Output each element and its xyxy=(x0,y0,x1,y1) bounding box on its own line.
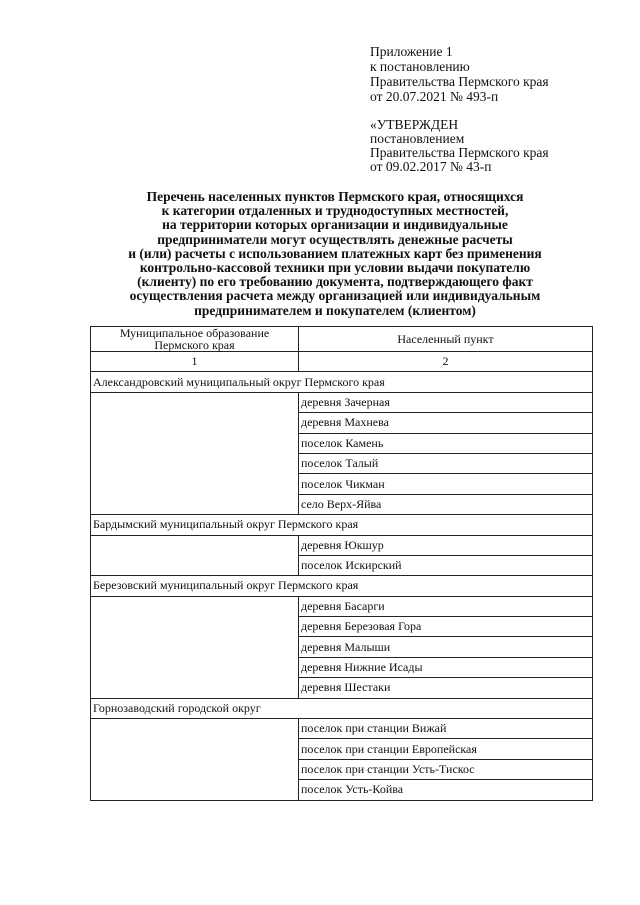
empty-municipality-cell xyxy=(91,719,299,801)
empty-municipality-cell xyxy=(91,535,299,576)
appendix-line: Приложение 1 xyxy=(370,44,453,59)
title-line: предпринимателем и покупателем (клиентом) xyxy=(194,302,476,318)
settlement-name: деревня Зачерная xyxy=(299,392,593,412)
approval-line: постановлением xyxy=(370,131,465,146)
region-name: Бардымский муниципальный округ Пермского края xyxy=(91,515,593,535)
title-line: контрольно-кассовой техники при условии выдачи покупателю xyxy=(139,260,531,276)
appendix-line: от 20.07.2021 № 493-п xyxy=(370,89,499,104)
empty-municipality-cell xyxy=(91,596,299,698)
table-row xyxy=(91,392,593,412)
settlement-name: поселок при станции Вижай xyxy=(299,719,593,739)
region-row xyxy=(91,576,593,596)
column-number-row xyxy=(91,352,593,372)
approval-line: «УТВЕРЖДЕН xyxy=(370,117,459,132)
region-name: Березовский муниципальный округ Пермского края xyxy=(91,576,593,596)
settlement-name: деревня Шестаки xyxy=(299,678,593,698)
settlement-name: поселок Талый xyxy=(299,453,593,473)
title-line: Перечень населенных пунктов Пермского края, относящихся xyxy=(146,189,524,204)
table-header-row xyxy=(91,327,593,352)
settlement-name: поселок Чикман xyxy=(299,474,593,494)
settlement-name: поселок при станции Усть-Тискос xyxy=(299,759,593,779)
document-title xyxy=(70,190,600,318)
title-line: предприниматели могут осуществлять денежные расчеты xyxy=(157,231,513,247)
table-row xyxy=(91,535,593,555)
settlements-table xyxy=(90,326,593,801)
header-settlement: Населенный пункт xyxy=(299,327,593,352)
settlement-name: деревня Юкшур xyxy=(299,535,593,555)
region-row xyxy=(91,372,593,392)
settlement-name: деревня Малыши xyxy=(299,637,593,657)
column-number-2: 2 xyxy=(299,352,593,372)
title-line: осуществления расчета между организацией или индивидуальным xyxy=(129,288,541,304)
settlement-name: деревня Махнева xyxy=(299,413,593,433)
settlement-name: поселок Усть-Койва xyxy=(299,780,593,800)
settlement-name: поселок Камень xyxy=(299,433,593,453)
appendix-block xyxy=(370,44,549,104)
approval-line: от 09.02.2017 № 43-п xyxy=(370,159,492,174)
appendix-line: Правительства Пермского края xyxy=(370,74,549,89)
title-line: на территории которых организации и индивидуальные xyxy=(162,217,508,233)
settlement-name: деревня Нижние Исады xyxy=(299,657,593,677)
approval-block xyxy=(370,118,549,174)
title-line: и (или) расчеты с использованием платежных карт без применения xyxy=(128,245,542,261)
settlement-name: село Верх-Яйва xyxy=(299,494,593,514)
table-row xyxy=(91,719,593,739)
settlement-name: деревня Басарги xyxy=(299,596,593,616)
region-row xyxy=(91,698,593,718)
approval-line: Правительства Пермского края xyxy=(370,145,549,160)
column-number-1: 1 xyxy=(91,352,299,372)
table-row xyxy=(91,596,593,616)
header-municipality: Муниципальное образование Пермского края xyxy=(91,327,299,352)
empty-municipality-cell xyxy=(91,392,299,514)
title-line: к категории отдаленных и труднодоступных местностей, xyxy=(161,203,509,219)
settlement-name: деревня Березовая Гора xyxy=(299,617,593,637)
settlement-name: поселок Искирский xyxy=(299,555,593,575)
region-row xyxy=(91,515,593,535)
region-name: Александровский муниципальный округ Пермского края xyxy=(91,372,593,392)
region-name: Горнозаводский городской округ xyxy=(91,698,593,718)
settlement-name: поселок при станции Европейская xyxy=(299,739,593,759)
title-line: (клиенту) по его требованию документа, подтверждающего факт xyxy=(137,274,533,290)
appendix-line: к постановлению xyxy=(370,59,470,74)
